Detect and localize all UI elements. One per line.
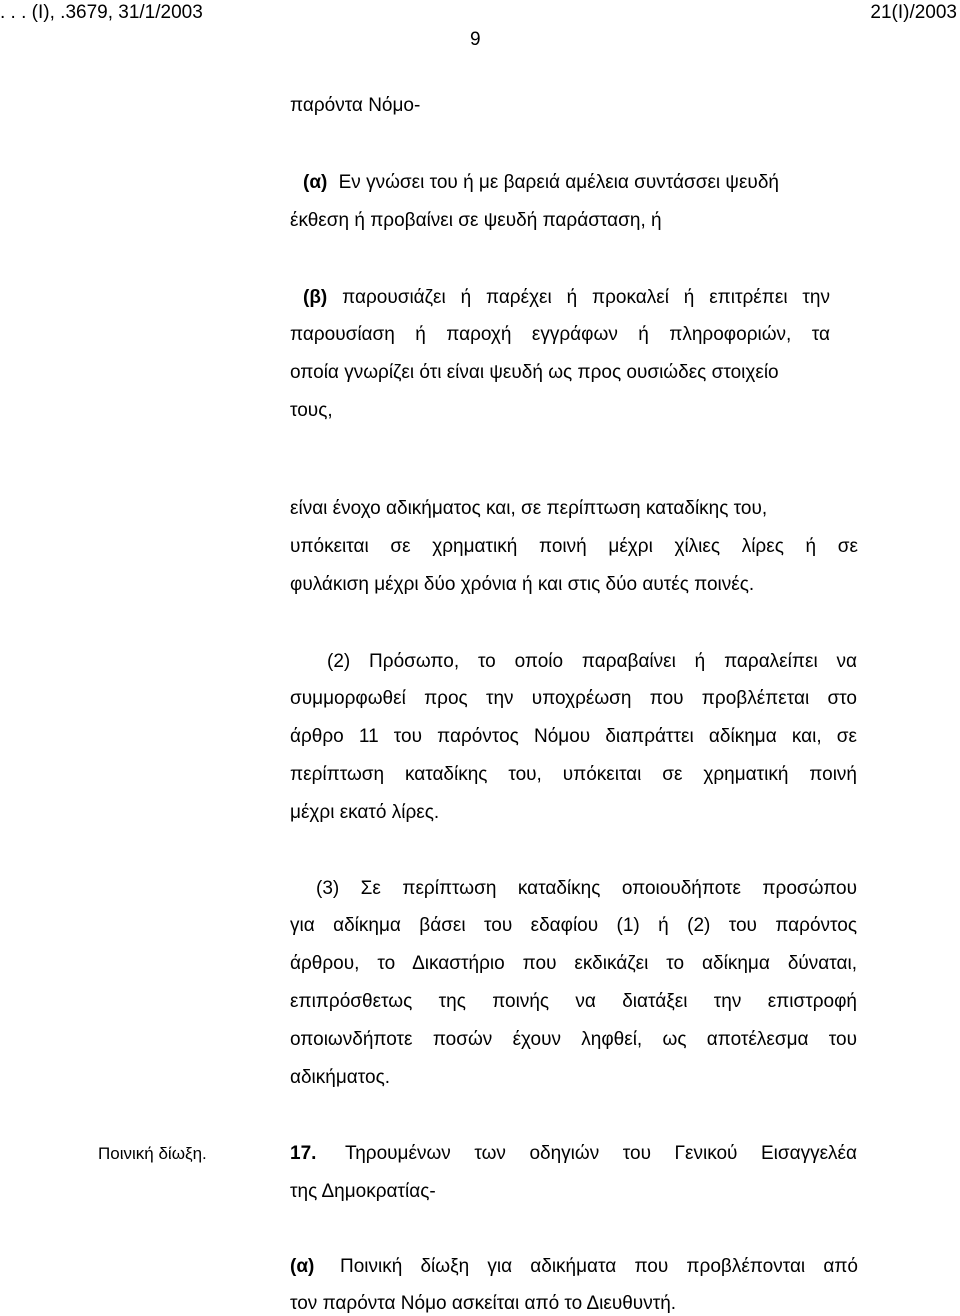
section-17-line-1 (290, 1142, 316, 1166)
item-b-text-1: παρουσιάζει ή παρέχει ή προκαλεί ή επιτρέπει την (342, 287, 830, 308)
item-b-line-1 (303, 286, 830, 310)
item-17a-line-2: τον παρόντα Νόμο ασκείται από το Διευθυντή. (290, 1293, 677, 1314)
para2-line-1: (2) Πρόσωπο, το οποίο παραβαίνει ή παραλείπει να (327, 651, 857, 672)
section-17-number: 17. (290, 1143, 317, 1164)
item-17a-label: (α) (290, 1256, 315, 1277)
item-a-line-1 (303, 171, 779, 195)
item-b-label: (β) (303, 287, 328, 308)
para3-line-5: οποιωνδήποτε ποσών έχουν ληφθεί, ως αποτέλεσμα του (290, 1029, 857, 1050)
item-b-line-2: παρουσίαση ή παροχή εγγράφων ή πληροφοριών, τα (290, 324, 830, 345)
para3-line-6: αδικήματος. (290, 1067, 391, 1088)
page-number: 9 (470, 29, 481, 50)
para2-line-4: περίπτωση καταδίκης του, υπόκειται σε χρηματική ποινή (290, 764, 857, 785)
section-17-text-1: Τηρουμένων των οδηγιών του Γενικού Εισαγγελέα (345, 1143, 857, 1164)
para3-line-1: (3) Σε περίπτωση καταδίκης οποιουδήποτε προσώπου (316, 878, 857, 899)
item-a-line-2: έκθεση ή προβαίνει σε ψευδή παράσταση, ή (290, 210, 662, 231)
section-17-line-2: της Δημοκρατίας- (290, 1181, 436, 1202)
intro-line: παρόντα Νόμο- (290, 95, 421, 116)
item-b-line-4: τους, (290, 400, 333, 421)
para3-line-2: για αδίκημα βάσει του εδαφίου (1) ή (2) του παρόντος (290, 915, 857, 936)
margin-note-prosecution: Ποινική δίωξη. (98, 1144, 207, 1163)
penalty-line-1: είναι ένοχο αδικήματος και, σε περίπτωση καταδίκης του, (290, 498, 768, 519)
header-reference: . . . (Ι), .3679, 31/1/2003 (0, 2, 203, 23)
item-a-text-1: Εν γνώσει του ή με βαρειά αμέλεια συντάσσει ψευδή (338, 172, 779, 193)
item-17a-text-1: Ποινική δίωξη για αδικήματα που προβλέπονται από (340, 1256, 858, 1277)
para3-line-3: άρθρου, το Δικαστήριο που εκδικάζει το αδίκημα δύναται, (290, 953, 857, 974)
header-law-number: 21(Ι)/2003 (870, 2, 957, 23)
para2-line-2: συμμορφωθεί προς την υποχρέωση που προβλέπεται στο (290, 688, 857, 709)
item-a-label: (α) (303, 172, 328, 193)
penalty-line-3: φυλάκιση μέχρι δύο χρόνια ή και στις δύο αυτές ποινές. (290, 574, 755, 595)
item-17a-label-line (290, 1255, 314, 1279)
item-b-line-3: οποία γνωρίζει ότι είναι ψευδή ως προς ουσιώδες στοιχείο (290, 362, 779, 383)
para2-line-3: άρθρο 11 του παρόντος Νόμου διαπράττει αδίκημα και, σε (290, 726, 857, 747)
penalty-line-2: υπόκειται σε χρηματική ποινή μέχρι χίλιες λίρες ή σε (290, 536, 858, 557)
para2-line-5: μέχρι εκατό λίρες. (290, 802, 440, 823)
para3-line-4: επιπρόσθετως της ποινής να διατάξει την επιστροφή (290, 991, 857, 1012)
